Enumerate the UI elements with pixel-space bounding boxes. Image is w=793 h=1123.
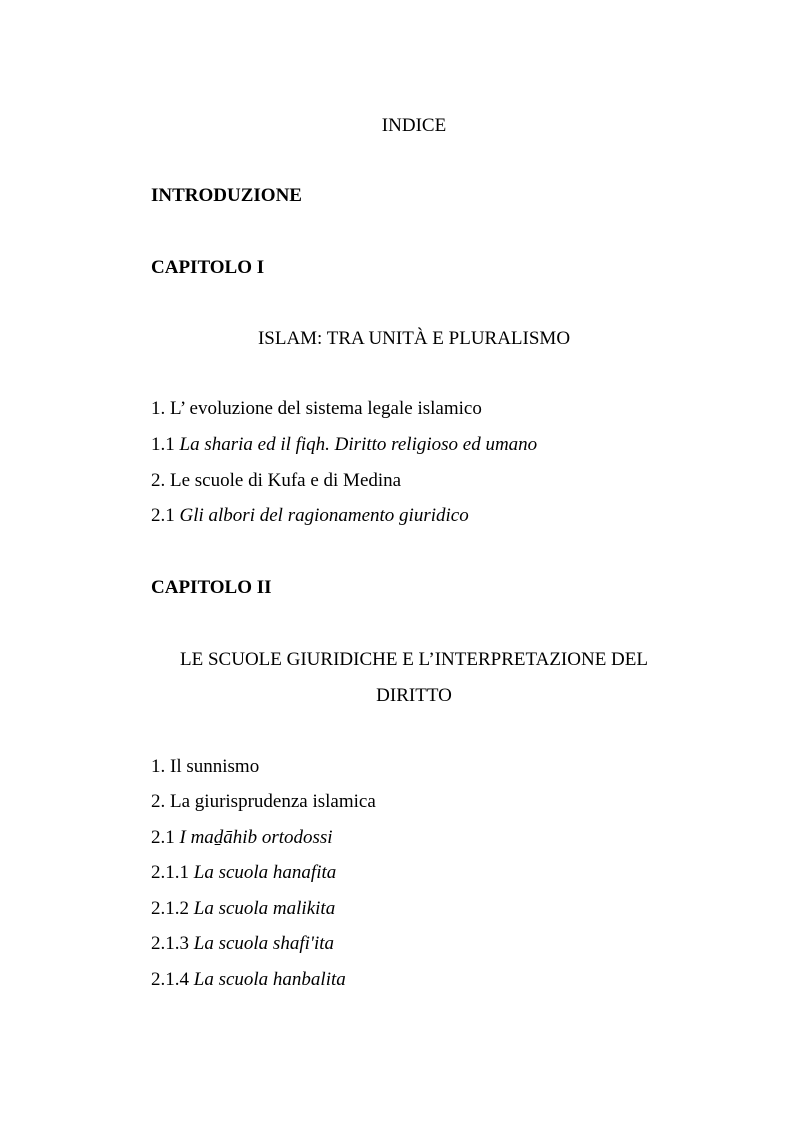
toc-entry-number: 2.1 [151, 827, 175, 848]
toc-entry [151, 862, 336, 884]
toc-entry-number: 2.1 [151, 505, 175, 526]
toc-entry-number: 2.1.4 [151, 969, 189, 990]
toc-entry-number: 1.1 [151, 434, 175, 455]
chapter-2-label: CAPITOLO II [151, 577, 272, 598]
toc-entry [151, 969, 346, 991]
toc-entry-text: La scuola shafi'ita [193, 933, 334, 954]
toc-entry-text: La giurisprudenza islamica [170, 791, 376, 812]
toc-entry-text: La scuola hanafita [193, 862, 337, 883]
toc-entry-text: Gli albori del ragionamento giuridico [179, 505, 469, 526]
toc-entry-text: I maḏāhib ortodossi [179, 827, 333, 848]
toc-entry [151, 505, 469, 527]
toc-entry-text: La sharia ed il fiqh. Diritto religioso ed umano [179, 434, 538, 455]
toc-entry-text: L’ evoluzione del sistema legale islamico [170, 398, 482, 419]
toc-entry [151, 756, 259, 778]
toc-entry [151, 791, 376, 813]
toc-entry-text: Il sunnismo [170, 756, 260, 777]
chapter-1-title: ISLAM: TRA UNITÀ E PLURALISMO [257, 328, 571, 349]
toc-entry-number: 2.1.3 [151, 933, 189, 954]
toc-entry [151, 434, 537, 456]
toc-entry-text: La scuola malikita [193, 898, 336, 919]
chapter-2-title-line2: DIRITTO [376, 685, 452, 706]
toc-entry-number: 2. [151, 791, 166, 812]
toc-entry-text: La scuola hanbalita [193, 969, 346, 990]
toc-entry [151, 933, 334, 955]
toc-entry-text: Le scuole di Kufa e di Medina [170, 470, 402, 491]
chapter-2-title-line1: LE SCUOLE GIURIDICHE E L’INTERPRETAZIONE DEL [180, 649, 648, 670]
toc-entry [151, 827, 333, 849]
index-title: INDICE [381, 115, 447, 136]
introduction-heading: INTRODUZIONE [151, 185, 302, 206]
toc-entry [151, 398, 482, 420]
toc-entry-number: 2.1.1 [151, 862, 189, 883]
chapter-1-label: CAPITOLO I [151, 257, 265, 278]
toc-entry-number: 2.1.2 [151, 898, 189, 919]
toc-entry [151, 470, 401, 492]
toc-entry-number: 1. [151, 398, 166, 419]
toc-entry [151, 898, 335, 920]
toc-entry-number: 2. [151, 470, 166, 491]
toc-entry-number: 1. [151, 756, 166, 777]
